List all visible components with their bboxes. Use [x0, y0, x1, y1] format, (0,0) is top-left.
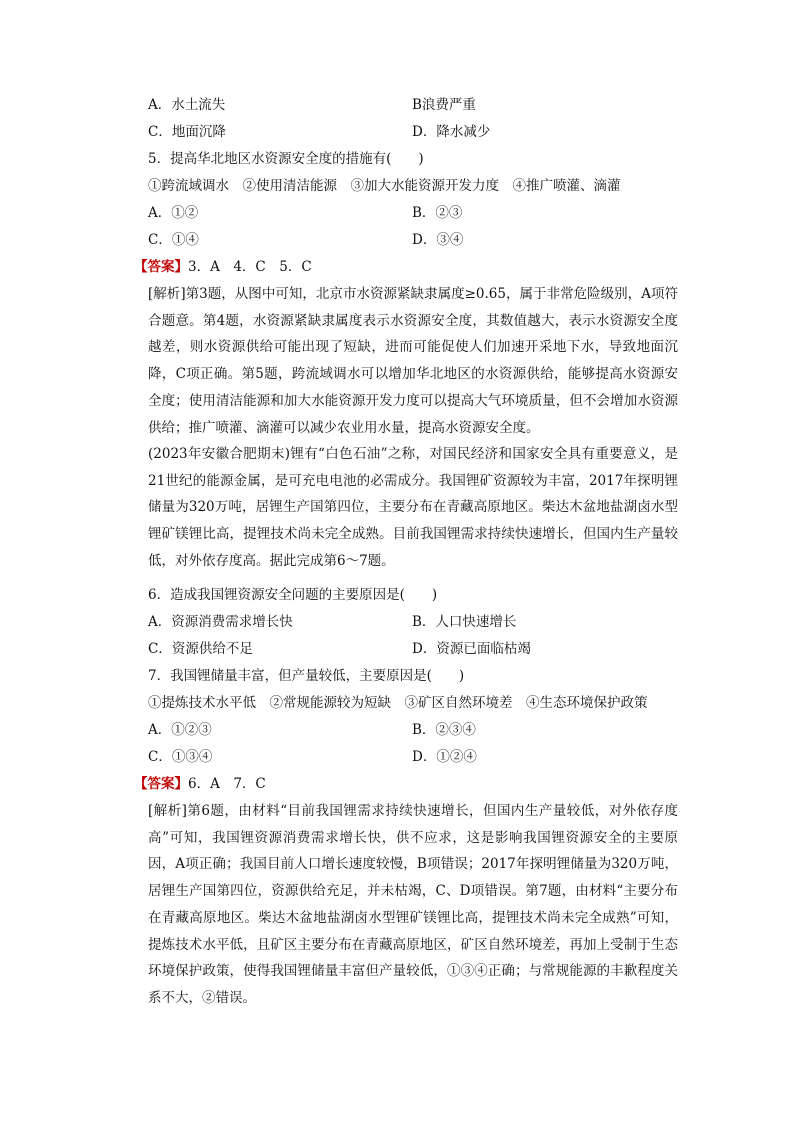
q4-option-a: A．水土流失	[148, 97, 226, 113]
q7-option-d: D．①②④	[412, 749, 477, 765]
q7-option-a: A．①②③	[148, 722, 212, 738]
q7-items: ①提炼技术水平低 ②常规能源较为短缺 ③矿区自然环境差 ④生态环境保护政策	[148, 695, 648, 711]
answer-tag: 【答案】	[134, 259, 188, 275]
q6-stem: 6．造成我国锂资源安全问题的主要原因是( )	[148, 587, 438, 603]
q6-option-c: C．资源供给不足	[148, 641, 253, 657]
q4-option-c: C．地面沉降	[148, 124, 226, 140]
answer-text: 6．A 7．C	[188, 776, 266, 792]
q5-option-b: B．②③	[412, 205, 463, 221]
analysis-paragraph-1: [解析]第3题，从图中可知，北京市水资源紧缺隶属度≥0.65，属于非常危险级别，A项符合题意。第4题，水资源紧缺隶属度表示水资源安全度，其数值越大，表示水资源安全度越差，则水资源供给可能出现了短缺，进而可能促使人们加速开采地下水，导致地面沉降，C项正确。第5题，跨流域调水可以增加华北地区的水资源供给，能够提高水资源安全度；使用清洁能源和加大水能资源开发力度可以提高大气环境质量，但不会增加水资源供给；推广喷灌、滴灌可以减少农业用水量，提高水资源安全度。	[148, 286, 678, 436]
q6-option-b: B．人口快速增长	[412, 614, 517, 630]
q5-option-a: A．①②	[148, 205, 199, 221]
q7-stem: 7．我国锂储量丰富，但产量较低，主要原因是( )	[148, 668, 465, 684]
material-paragraph: (2023年安徽合肥期末)锂有“白色石油”之称，对国民经济和国家安全具有重要意义，是21世纪的能源金属，是可充电电池的必需成分。我国锂矿资源较为丰富，2017年探明锂储量为320万吨，居锂生产国第四位，主要分布在青藏高原地区。柴达木盆地盐湖卤水型锂矿镁锂比高，提锂技术尚未完全成熟。目前我国锂需求持续快速增长，但国内生产量较低，对外依存度高。据此完成第6～7题。	[148, 446, 678, 569]
analysis-paragraph-2: [解析]第6题，由材料“目前我国锂需求持续快速增长，但国内生产量较低，对外依存度高”可知，我国锂资源消费需求增长快，供不应求，这是影响我国锂资源安全的主要原因，A项正确；我国目前人口增长速度较慢，B项错误；2017年探明锂储量为320万吨，居锂生产国第四位，资源供给充足，并未枯竭，C、D项错误。第7题，由材料“主要分布在青藏高原地区。柴达木盆地盐湖卤水型锂矿镁锂比高，提锂技术尚未完全成熟”可知，提炼技术水平低，且矿区主要分布在青藏高原地区，矿区自然环境差，再加上受制于生态环境保护政策，使得我国锂储量丰富但产量较低，①③④正确；与常规能源的丰歉程度关系不大，②错误。	[148, 803, 678, 1006]
q7-option-b: B．②③④	[412, 722, 476, 738]
q5-option-c: C．①④	[148, 232, 199, 248]
q7-option-c: C．①③④	[148, 749, 213, 765]
answer-text: 3．A 4．C 5．C	[188, 259, 312, 275]
q5-items: ①跨流域调水 ②使用清洁能源 ③加大水能资源开发力度 ④推广喷灌、滴灌	[148, 178, 621, 194]
answer-line-1	[134, 258, 312, 276]
q4-option-b: B浪费严重	[412, 97, 476, 113]
q4-option-d: D．降水减少	[412, 124, 491, 140]
answer-line-2	[134, 775, 266, 793]
q5-option-d: D．③④	[412, 232, 464, 248]
q6-option-a: A．资源消费需求增长快	[148, 614, 293, 630]
answer-tag: 【答案】	[134, 776, 188, 792]
q5-stem: 5．提高华北地区水资源安全度的措施有( )	[148, 151, 424, 167]
q6-option-d: D．资源已面临枯竭	[412, 641, 531, 657]
